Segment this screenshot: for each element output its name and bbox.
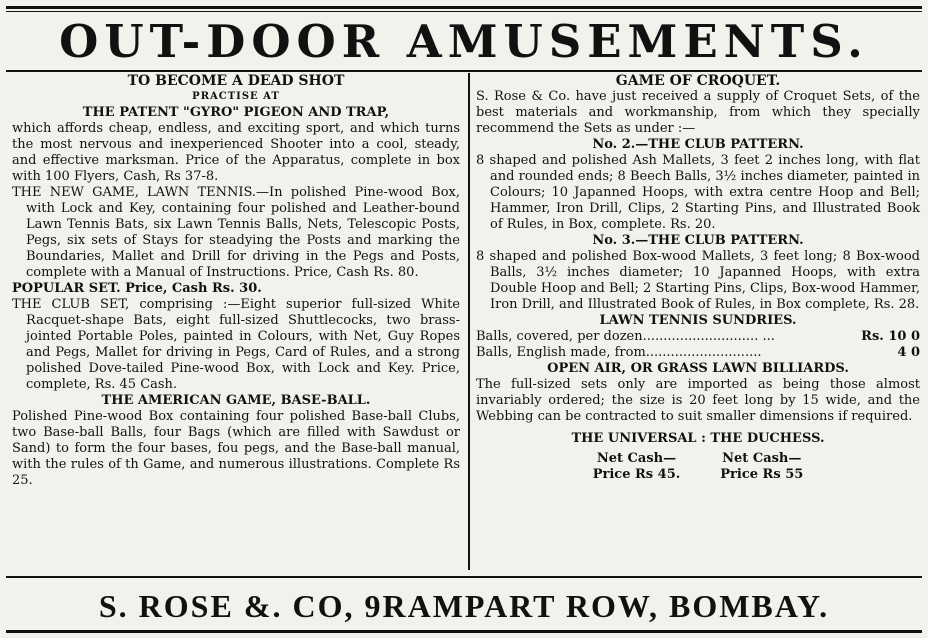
page-heading: OUT-DOOR AMUSEMENTS.	[59, 15, 869, 68]
duchess-price-block	[720, 451, 803, 483]
universal-price: Price Rs 45.	[592, 467, 681, 482]
no2-text: 8 shaped and polished Ash Mallets, 3 feet 2 inches long, with flat and rounded ends; 8 Beech Balls, 3½ inches diameter, painted in Colours; 10 Japanned Hoops, with extra centre Hoop and Bell; Hammer, Iron Drill, Clips, 2 Starting Pins, and Illustrated Book of Rules, in Box, complete. Rs. 20.	[476, 153, 920, 232]
billiards-text: The full-sized sets only are imported as being those almost invariably ordered; the size is 20 feet long by 15 wide, and the Webbing can be contracted to suit smaller dimensions if required.	[476, 377, 920, 424]
set-prices	[476, 451, 920, 483]
price-row-covered	[476, 329, 920, 345]
duchess-net-cash: Net Cash—	[722, 451, 802, 466]
universal-duchess: THE UNIVERSAL : THE DUCHESS.	[571, 431, 825, 446]
billiards-title: OPEN AIR, OR GRASS LAWN BILLIARDS.	[547, 361, 849, 376]
lawn-tennis-text: THE NEW GAME, LAWN TENNIS.—In polished Pine-wood Box, with Lock and Key, containing four polished and Leather-bound Lawn Tennis Bats, six Lawn Tennis Balls, Nets, Telescopic Posts, Pegs, six sets of Stays for steadying the Posts and marking the Boundaries, Mallet and Drill for driving in the Pegs and Posts, complete with a Manual of Instructions. Price, Cash Rs. 80.	[12, 185, 460, 280]
gyro-text: which affords cheap, endless, and exciting sport, and which turns the most nervous and inexperienced Shooter into a cool, steady, and effective marksman. Price of the Apparatus, complete in box with 100 Flyers, Cash, Rs 37-8.	[12, 121, 460, 184]
footer-address: S. ROSE &. CO, 9RAMPART ROW, BOMBAY.	[98, 588, 830, 624]
club-set-text: THE CLUB SET, comprising :—Eight superior full-sized White Racquet-shape Bats, eight full-sized Shuttlecocks, two brass-jointed Portable Poles, painted in Colours, with Net, Guy Ropes and Pegs, Mallet for driving in Pegs, Card of Rules, and a strong polished Dove-tailed Pine-wood Box, with Lock and Key. Price, complete, Rs. 45 Cash.	[12, 297, 460, 392]
baseball-title: THE AMERICAN GAME, BASE-BALL.	[101, 393, 371, 408]
right-column	[476, 73, 920, 483]
top-rule-thin	[6, 11, 922, 12]
universal-net-cash: Net Cash—	[596, 451, 677, 466]
popular-set-text: POPULAR SET. Price, Cash Rs. 30.	[12, 281, 262, 296]
croquet-intro: S. Rose & Co. have just received a supply of Croquet Sets, of the best materials and workmanship, from which they specially recommend the Sets as under :—	[476, 89, 920, 136]
footer-rule	[6, 576, 922, 578]
baseball-text: Polished Pine-wood Box containing four polished Base-ball Clubs, two Base-ball Balls, four Bags (which are filled with Sawdust or Sand) to form the four bases, fou pegs, and the Base-ball manual, with the rules of th Game, and numerous illustrations. Complete Rs 25.	[12, 409, 460, 488]
left-column	[12, 73, 460, 489]
bottom-rule	[6, 630, 922, 633]
balls-english-price: 4 0	[897, 345, 920, 360]
universal-price-block	[593, 451, 681, 483]
no2-title: No. 2.—THE CLUB PATTERN.	[592, 137, 804, 152]
gyro-title: THE PATENT "GYRO" PIGEON AND TRAP,	[82, 105, 390, 120]
no3-title: No. 3.—THE CLUB PATTERN.	[592, 233, 804, 248]
top-rule	[6, 6, 922, 9]
balls-covered-label: Balls, covered, per dozen............................ ...	[476, 329, 775, 344]
practise-at: PRACTISE AT	[192, 91, 280, 102]
heading-rule	[6, 70, 922, 72]
balls-english-label: Balls, English made, from............................	[476, 345, 762, 360]
dead-shot-title: TO BECOME A DEAD SHOT	[127, 73, 345, 89]
balls-covered-price: Rs. 10 0	[861, 329, 920, 344]
sundries-title: LAWN TENNIS SUNDRIES.	[599, 313, 797, 328]
no3-text: 8 shaped and polished Box-wood Mallets, 3 feet long; 8 Box-wood Balls, 3½ inches diameter; 10 Japanned Hoops, with extra Double Hoop and Bell; 2 Starting Pins, Clips, Box-wood Hammer, Iron Drill, and Illustrated Book of Rules, in Box complete, Rs. 28.	[476, 249, 920, 312]
price-row-english	[476, 345, 920, 361]
duchess-price: Price Rs 55	[720, 467, 804, 482]
column-divider	[468, 73, 470, 570]
croquet-title: GAME OF CROQUET.	[615, 73, 781, 89]
